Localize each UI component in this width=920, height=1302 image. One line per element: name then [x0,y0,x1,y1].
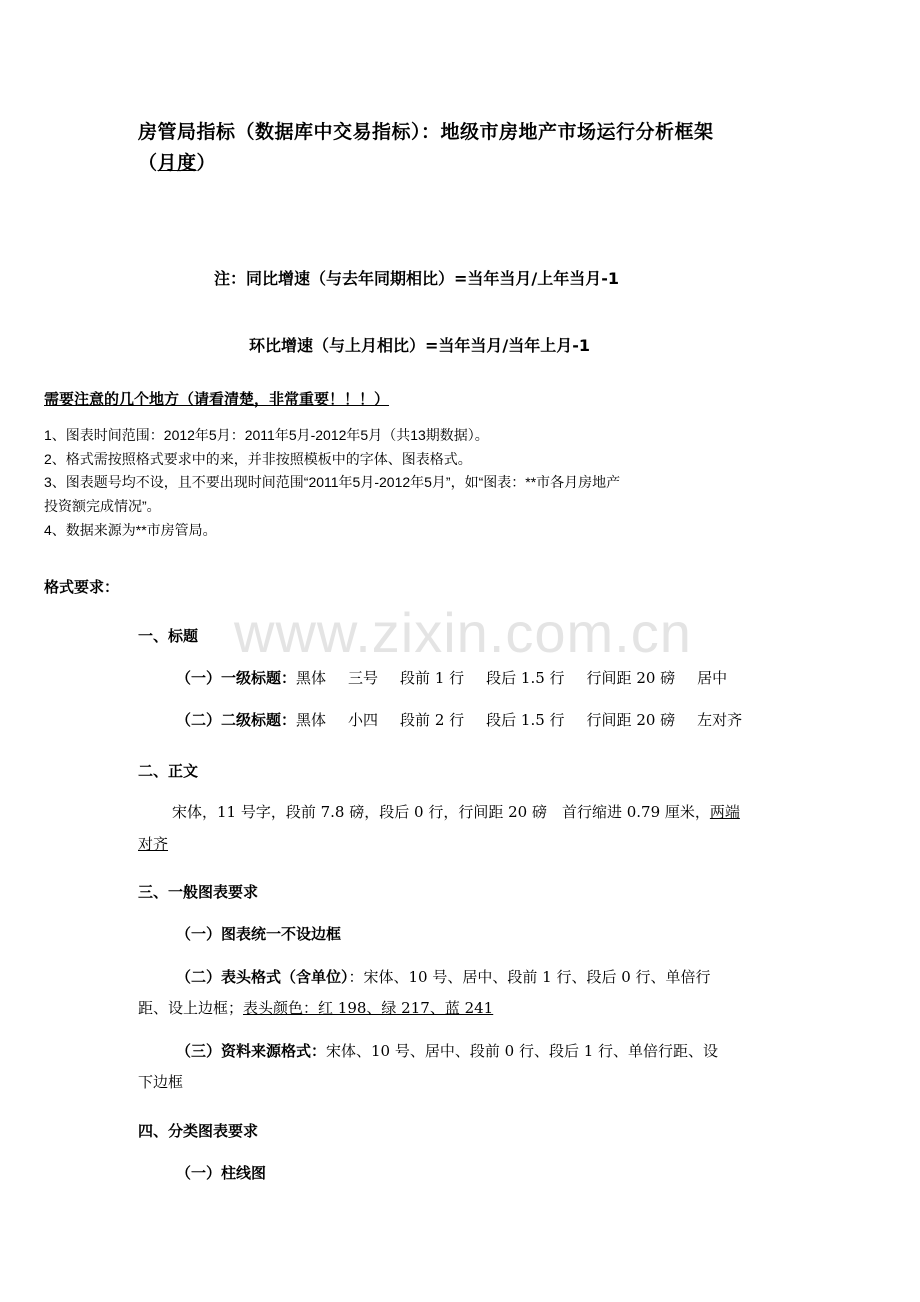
body-spec-justify: 两端 [709,803,740,821]
source-spec-line2: 下边框 [138,1073,184,1091]
title-paren-close: ） [196,152,217,174]
level2-title-spec [176,709,742,730]
spec-spacing: 行间距 20 磅 [586,669,676,687]
table-header-spec-line1 [176,966,711,987]
spec-after: 段后 1.5 行 [486,669,565,687]
spec-align: 左对齐 [697,711,743,729]
source-spec: 宋体、10 号、居中、段前 0 行、段后 1 行、单倍行距、设 [326,1042,719,1060]
spec-before: 段前 1 行 [400,669,465,687]
attention-item-3-cont: 投资额完成情况”。 [44,498,161,514]
spec-before: 段前 2 行 [400,711,465,729]
table-header-spec-line2 [138,997,493,1018]
level1-title-label: （一）一级标题： [176,669,297,687]
table-header-border: 距、设上边框； [138,999,244,1017]
body-spec-text: 宋体，11 号字，段前 7.8 磅，段后 0 行，行间距 20 磅 首行缩进 0.79 厘米， [172,803,710,821]
section-3-heading: 三、一般图表要求 [138,883,259,901]
body-text-spec-line1 [172,801,740,822]
section-4-heading: 四、分类图表要求 [138,1122,259,1140]
table-header-spec: ：宋体、10 号、居中、段前 1 行、段后 0 行、单倍行 [348,968,711,986]
body-text-spec-line2: 对齐 [138,835,169,853]
level2-title-label: （二）二级标题： [176,711,297,729]
table-header-label: （二）表头格式（含单位） [176,968,349,986]
spec-after: 段后 1.5 行 [486,711,565,729]
format-heading: 格式要求： [44,578,120,596]
attention-item-1: 1、图表时间范围：2012年5月：2011年5月-2012年5月（共13期数据）。 [44,427,489,443]
source-spec-line1 [176,1040,718,1061]
spec-size: 小四 [348,711,379,729]
note-mom: 环比增速（与上月相比）=当年当月/当年上月-1 [249,336,591,355]
spec-size: 三号 [348,669,379,687]
note-yoy: 注：同比增速（与去年同期相比）=当年当月/上年当月-1 [214,269,620,288]
source-label: （三）资料来源格式： [176,1042,327,1060]
section-2-heading: 二、正文 [138,762,199,780]
table-header-color: 表头颜色：红 198、绿 217、蓝 241 [243,999,494,1017]
attention-item-3: 3、图表题号均不设，且不要出现时间范围“2011年5月-2012年5月”，如“图表：**市各月房地产 [44,474,621,490]
watermark-text: www.zixin.com.cn [234,601,692,664]
document-title-line2 [138,148,216,175]
spec-font: 黑体 [296,669,327,687]
spec-align: 居中 [697,669,728,687]
spec-spacing: 行间距 20 磅 [586,711,676,729]
section-1-heading: 一、标题 [138,627,199,645]
attention-item-2: 2、格式需按照格式要求中的来，并非按照模板中的字体、图表格式。 [44,451,472,467]
bar-line-chart-heading: （一）柱线图 [176,1164,267,1182]
attention-item-4: 4、数据来源为**市房管局。 [44,522,217,538]
chart-no-border: （一）图表统一不设边框 [176,925,342,943]
document-title-line1: 房管局指标（数据库中交易指标）：地级市房地产市场运行分析框架 [138,121,714,143]
title-paren-open: （ [138,152,158,174]
spec-font: 黑体 [296,711,327,729]
attention-heading: 需要注意的几个地方（请看清楚，非常重要！！！） [44,390,390,408]
level1-title-spec [176,667,727,688]
title-period: 月度 [157,152,197,174]
